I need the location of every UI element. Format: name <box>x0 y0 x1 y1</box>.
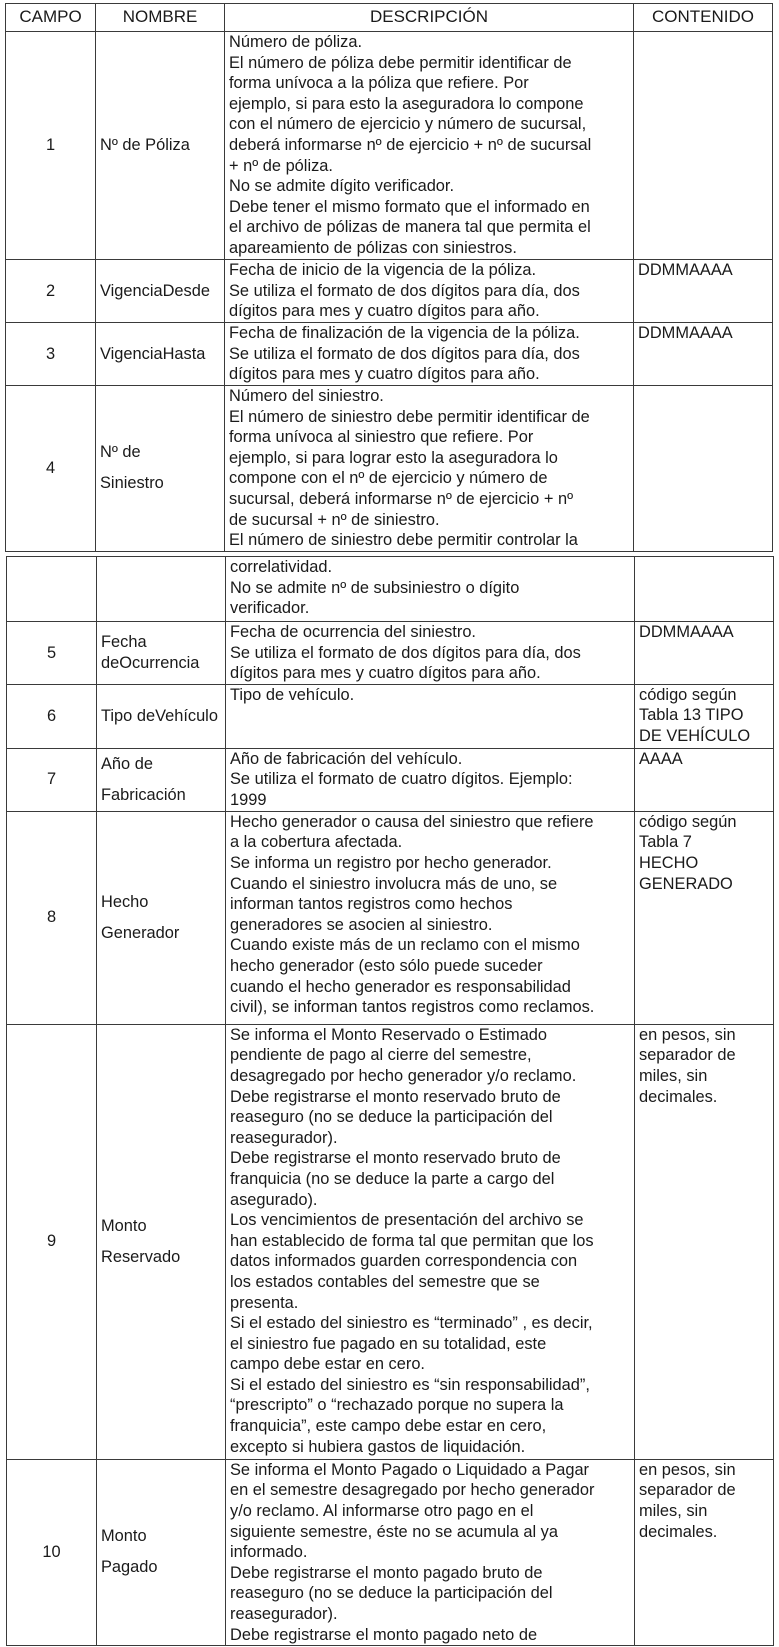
descripcion-cell <box>226 1459 635 1645</box>
header-row <box>6 4 773 32</box>
campo-cell: 10 <box>7 1459 97 1645</box>
descripcion-line: generadores se asocien al siniestro. <box>230 915 493 934</box>
nombre-line: Vehículo <box>155 706 218 725</box>
descripcion-line: a la cobertura afectada. <box>230 833 403 852</box>
descripcion-line: y/o reclamo. Al informarse otro pago en el <box>230 1501 534 1520</box>
descripcion-line: Tipo de vehículo. <box>230 685 355 704</box>
header-nombre: NOMBRE <box>96 4 225 32</box>
nombre-cell <box>97 684 226 748</box>
field-row <box>7 811 774 1024</box>
contenido-line: decimales. <box>639 1522 718 1541</box>
descripcion-line: Cuando el siniestro involucra más de uno, se <box>230 874 558 893</box>
nombre-cell <box>96 386 225 552</box>
nombre-line: Fabricación <box>101 785 186 804</box>
descripcion-cell <box>226 748 635 811</box>
contenido-line: separador de <box>639 1481 736 1500</box>
nombre-line: Vigencia <box>100 344 163 363</box>
campo-cell: 1 <box>6 32 96 260</box>
descripcion-line: excepto si hubiera gastos de liquidación. <box>230 1437 526 1456</box>
contenido-cell <box>635 1459 774 1645</box>
contenido-line: código según <box>639 685 737 704</box>
contenido-line: HECHO <box>639 853 699 872</box>
nombre-line: Fecha de <box>101 633 147 672</box>
descripcion-line: Se utiliza el formato de dos dígitos para día, dos <box>230 643 581 662</box>
nombre-line: Nº de Póliza <box>100 136 190 155</box>
contenido-line: DE VEHÍCULO <box>639 726 751 745</box>
descripcion-line: desagregado por hecho generador y/o reclamo. <box>230 1066 577 1085</box>
descripcion-line: Debe registrarse el monto reservado bruto de <box>230 1149 561 1168</box>
descripcion-line: “prescripto” o “rechazado porque no supera la <box>230 1396 564 1415</box>
contenido-line: Tabla 13 TIPO <box>639 706 744 725</box>
descripcion-line: asegurado). <box>230 1190 318 1209</box>
descripcion-cell <box>226 557 635 622</box>
descripcion-line: Si el estado del siniestro es “terminado” , es decir, <box>230 1314 593 1333</box>
descripcion-line: compone con el nº de ejercicio y número de <box>229 469 548 488</box>
descripcion-line: Debe registrarse el monto reservado bruto de <box>230 1087 561 1106</box>
contenido-line: DDMMAAAA <box>638 261 733 279</box>
header-contenido: CONTENIDO <box>634 4 773 32</box>
descripcion-line: Cuando existe más de un reclamo con el mismo <box>230 936 580 955</box>
descripcion-line: el siniestro fue pagado en su totalidad, este <box>230 1334 547 1353</box>
nombre-line: Reservado <box>101 1247 181 1266</box>
campo-cell: 4 <box>6 386 96 552</box>
contenido-line: miles, sin <box>639 1066 708 1085</box>
descripcion-line: Se utiliza el formato de dos dígitos para día, dos <box>229 281 580 300</box>
nombre-cell <box>96 323 225 386</box>
descripcion-line: ejemplo, si para lograr esto la aseguradora lo <box>229 448 558 467</box>
descripcion-cell <box>226 622 635 685</box>
nombre-line: Monto <box>101 1527 147 1546</box>
nombre-line: Hasta <box>162 344 206 363</box>
descripcion-cell <box>225 260 634 323</box>
field-table-page-2 <box>6 556 774 1646</box>
contenido-cell <box>634 260 773 323</box>
descripcion-line: Los vencimientos de presentación del archivo se <box>230 1211 584 1230</box>
nombre-cell <box>97 557 226 622</box>
descripcion-line: con el número de ejercicio y número de sucursal, <box>229 115 587 134</box>
contenido-cell <box>634 386 773 552</box>
field-row <box>7 684 774 748</box>
field-row <box>7 557 774 622</box>
descripcion-line: El número de siniestro debe permitir identificar de <box>229 407 590 426</box>
nombre-line: Pagado <box>101 1558 158 1577</box>
contenido-line: DDMMAAAA <box>638 324 733 342</box>
descripcion-line: campo debe estar en cero. <box>230 1355 425 1374</box>
campo-cell: 7 <box>7 748 97 811</box>
campo-cell: 8 <box>7 811 97 1024</box>
nombre-line: Vigencia <box>100 281 163 300</box>
descripcion-line: reasegurador). <box>230 1128 338 1147</box>
header-descripcion: DESCRIPCIÓN <box>225 4 634 32</box>
field-row <box>6 32 773 260</box>
descripcion-line: Debe tener el mismo formato que el informado en <box>229 197 590 216</box>
descripcion-line: siguiente semestre, éste no se acumula al ya <box>230 1522 558 1541</box>
descripcion-line: Fecha de inicio de la vigencia de la póliza. <box>229 261 537 279</box>
descripcion-cell <box>226 811 635 1024</box>
descripcion-line: reaseguro (no se deduce la participación del <box>230 1584 553 1603</box>
campo-cell: 2 <box>6 260 96 323</box>
field-table-page-1 <box>5 3 773 552</box>
descripcion-line: hecho generador (esto sólo puede suceder <box>230 956 543 975</box>
descripcion-line: franquicia”, este campo debe estar en cero, <box>230 1417 547 1436</box>
contenido-cell <box>634 323 773 386</box>
field-row <box>7 1459 774 1645</box>
descripcion-line: Se informa el Monto Pagado o Liquidado a Pagar <box>230 1460 590 1479</box>
field-row <box>7 622 774 685</box>
descripcion-line: 1999 <box>230 790 267 809</box>
descripcion-line: Debe registrarse el monto pagado bruto de <box>230 1563 543 1582</box>
descripcion-line: datos informados guarden correspondencia con <box>230 1252 578 1271</box>
descripcion-cell <box>225 323 634 386</box>
descripcion-line: presenta. <box>230 1293 299 1312</box>
nombre-line: Generador <box>101 923 180 942</box>
descripcion-cell <box>226 1024 635 1459</box>
nombre-cell <box>97 748 226 811</box>
descripcion-line: en el semestre desagregado por hecho generador <box>230 1481 595 1500</box>
nombre-cell <box>97 622 226 685</box>
nombre-line: Siniestro <box>100 474 164 493</box>
field-row <box>6 386 773 552</box>
campo-cell: 3 <box>6 323 96 386</box>
descripcion-line: informado. <box>230 1543 308 1562</box>
nombre-cell <box>96 32 225 260</box>
descripcion-line: el archivo de pólizas de manera tal que permita el <box>229 218 591 237</box>
nombre-line: Desde <box>162 281 210 300</box>
descripcion-line: Año de fabricación del vehículo. <box>230 749 463 768</box>
descripcion-line: Se informa el Monto Reservado o Estimado <box>230 1025 548 1044</box>
field-row <box>6 260 773 323</box>
contenido-cell <box>635 811 774 1024</box>
descripcion-line: forma unívoca al siniestro que refiere. Por <box>229 428 534 447</box>
descripcion-line: Fecha de ocurrencia del siniestro. <box>230 623 476 641</box>
descripcion-cell <box>225 386 634 552</box>
descripcion-line: Número del siniestro. <box>229 387 384 405</box>
descripcion-line: franquicia (no se deduce la parte a cargo del <box>230 1169 555 1188</box>
descripcion-line: Fecha de finalización de la vigencia de la póliza. <box>229 324 580 342</box>
descripcion-cell <box>225 32 634 260</box>
descripcion-line: Se utiliza el formato de dos dígitos para día, dos <box>229 344 580 363</box>
contenido-line: en pesos, sin <box>639 1460 736 1479</box>
descripcion-line: apareamiento de pólizas con siniestros. <box>229 238 517 257</box>
descripcion-line: verificador. <box>230 599 310 618</box>
descripcion-line: reasegurador). <box>230 1604 338 1623</box>
descripcion-line: los estados contables del semestre que se <box>230 1272 540 1291</box>
nombre-line: Nº de <box>100 443 141 462</box>
descripcion-line: dígitos para mes y cuatro dígitos para año. <box>229 302 540 321</box>
descripcion-line: pendiente de pago al cierre del semestre, <box>230 1046 532 1065</box>
descripcion-line: Se utiliza el formato de cuatro dígitos. Ejemplo: <box>230 770 573 789</box>
descripcion-line: informan tantos registros como hechos <box>230 895 513 914</box>
contenido-cell <box>635 748 774 811</box>
nombre-cell <box>97 811 226 1024</box>
nombre-line: Año de <box>101 754 153 773</box>
descripcion-line: No se admite nº de subsiniestro o dígito <box>230 578 520 597</box>
descripcion-line: + nº de póliza. <box>229 156 333 175</box>
descripcion-line: El número de póliza debe permitir identificar de <box>229 53 572 72</box>
contenido-line: AAAA <box>639 749 683 768</box>
descripcion-line: deberá informarse nº de ejercicio + nº de sucursal <box>229 135 592 154</box>
contenido-line: separador de <box>639 1046 736 1065</box>
contenido-cell <box>635 557 774 622</box>
nombre-cell <box>97 1024 226 1459</box>
field-row <box>7 1024 774 1459</box>
field-row <box>7 748 774 811</box>
descripcion-line: Se informa un registro por hecho generador. <box>230 853 552 872</box>
contenido-line: en pesos, sin <box>639 1025 736 1044</box>
nombre-line: Tipo de <box>101 706 156 725</box>
descripcion-line: cuando el hecho generador es responsabilidad <box>230 977 571 996</box>
contenido-line: miles, sin <box>639 1501 708 1520</box>
contenido-line: DDMMAAAA <box>639 623 734 641</box>
contenido-cell <box>635 1024 774 1459</box>
contenido-line: Tabla 7 <box>639 833 692 852</box>
contenido-line: decimales. <box>639 1087 718 1106</box>
contenido-cell <box>635 622 774 685</box>
campo-cell: 6 <box>7 684 97 748</box>
campo-cell: 5 <box>7 622 97 685</box>
descripcion-line: Debe registrarse el monto pagado neto de <box>230 1625 538 1644</box>
descripcion-line: Hecho generador o causa del siniestro que refiere <box>230 812 594 831</box>
descripcion-line: de sucursal + nº de siniestro. <box>229 510 440 529</box>
descripcion-line: han establecido de forma tal que permitan que los <box>230 1231 594 1250</box>
nombre-line: Monto <box>101 1216 147 1235</box>
contenido-cell <box>634 32 773 260</box>
descripcion-line: sucursal, deberá informarse nº de ejercicio + nº <box>229 489 574 508</box>
field-row <box>6 323 773 386</box>
nombre-line: Hecho <box>101 892 149 911</box>
descripcion-line: Número de póliza. <box>229 33 363 51</box>
nombre-line: Ocurrencia <box>119 653 200 672</box>
descripcion-line: forma unívoca a la póliza que refiere. Por <box>229 74 529 93</box>
descripcion-line: ejemplo, si para esto la aseguradora lo compone <box>229 94 584 113</box>
nombre-cell <box>97 1459 226 1645</box>
descripcion-line: No se admite dígito verificador. <box>229 177 455 196</box>
descripcion-line: dígitos para mes y cuatro dígitos para año. <box>230 664 541 683</box>
campo-cell <box>7 557 97 622</box>
descripcion-line: correlatividad. <box>230 558 333 576</box>
campo-cell: 9 <box>7 1024 97 1459</box>
descripcion-line: civil), se informan tantos registros como reclamos. <box>230 998 595 1017</box>
descripcion-line: dígitos para mes y cuatro dígitos para año. <box>229 365 540 384</box>
contenido-line: código según <box>639 812 737 831</box>
descripcion-cell <box>226 684 635 748</box>
contenido-cell <box>635 684 774 748</box>
nombre-cell <box>96 260 225 323</box>
descripcion-line: reaseguro (no se deduce la participación del <box>230 1108 553 1127</box>
header-campo: CAMPO <box>6 4 96 32</box>
descripcion-line: Si el estado del siniestro es “sin responsabilidad”, <box>230 1375 590 1394</box>
descripcion-line: El número de siniestro debe permitir controlar la <box>229 531 578 550</box>
contenido-line: GENERADO <box>639 874 733 893</box>
